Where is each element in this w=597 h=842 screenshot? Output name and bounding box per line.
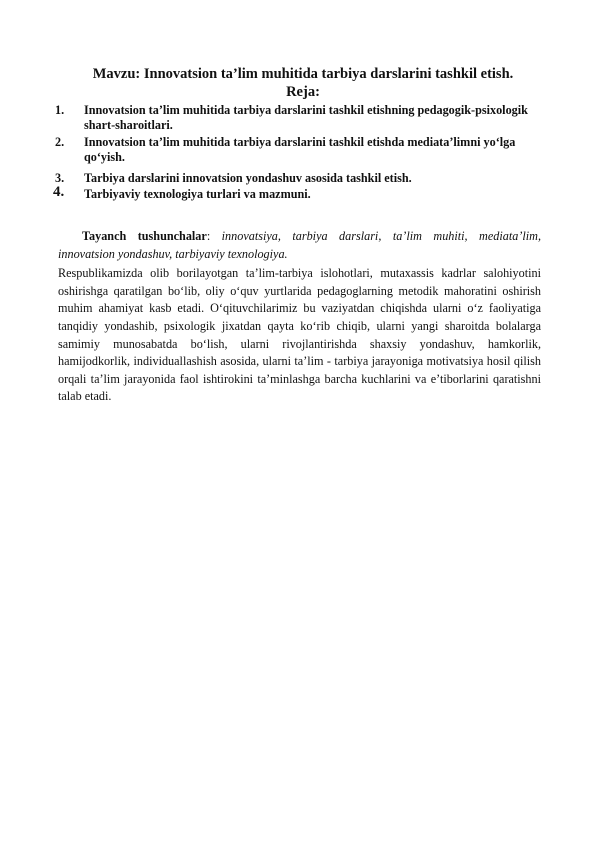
plan-item-text: Tarbiya darslarini innovatsion yondashuv asosida tashkil etish. xyxy=(84,171,412,185)
keywords-label: Tayanch tushunchalar xyxy=(82,229,207,243)
keywords-colon: : xyxy=(206,229,222,243)
plan-list xyxy=(52,103,542,202)
plan-item xyxy=(52,135,542,165)
plan-item-text: Innovatsion ta’lim muhitida tarbiya darslarini tashkil etishning pedagogik-psixologik shart-sharoitlari. xyxy=(84,103,528,132)
page-title: Mavzu: Innovatsion ta’lim muhitida tarbiya darslarini tashkil etish. xyxy=(92,66,514,82)
plan-item-text: Innovatsion ta’lim muhitida tarbiya darslarini tashkil etishda mediata’limni yo‘lga qo‘yish. xyxy=(84,135,516,164)
body-text xyxy=(58,228,541,406)
plan-item xyxy=(52,103,542,133)
keywords-line xyxy=(58,228,541,263)
body-paragraph: Respublikamizda olib borilayotgan ta’lim-tarbiya islohotlari, mutaxassis kadrlar salohiyotini oshirishga qaratilgan bo‘lib, oliy o‘quv yurtlarida pedagoglarning metodik mahoratini oshirish muhim ahamiyat kasb etadi. O‘qituvchilarimiz bu vaziyatdan chiqishda ularni o‘z faoliyatiga tanqidiy yondashib, psixologik jixatdan qayta ko‘rib chiqib, ularni yangi sharoitda bolalarga samimiy munosabatda bo‘lish, ularni rivojlantirishda shaxsiy yondashuv, hamkorlik, hamijodkorlik, individuallashish asosida, ularni ta’lim - tarbiya jarayoniga motivatsiya hosil qilish orqali ta’lim jarayonida faol ishtirokini ta’minlashga barcha kuchlarini va e’tiborlarini qaratishni talab etadi. xyxy=(58,266,541,404)
plan-item xyxy=(52,184,542,202)
plan-item-text: Tarbiyaviy texnologiya turlari va mazmuni. xyxy=(84,187,311,201)
plan-item-number: 1. xyxy=(55,103,65,117)
plan-item-number: 4. xyxy=(53,184,65,200)
plan-heading: Reja: xyxy=(286,84,320,100)
plan-item-number: 3. xyxy=(55,171,65,185)
plan-item-number: 2. xyxy=(55,135,65,149)
keywords-list: innovatsiya, tarbiya darslari, ta’lim muhiti, mediata’lim, innovatsion yondashuv, tarbiyaviy texnologiya. xyxy=(58,229,542,261)
plan-item xyxy=(52,171,542,186)
